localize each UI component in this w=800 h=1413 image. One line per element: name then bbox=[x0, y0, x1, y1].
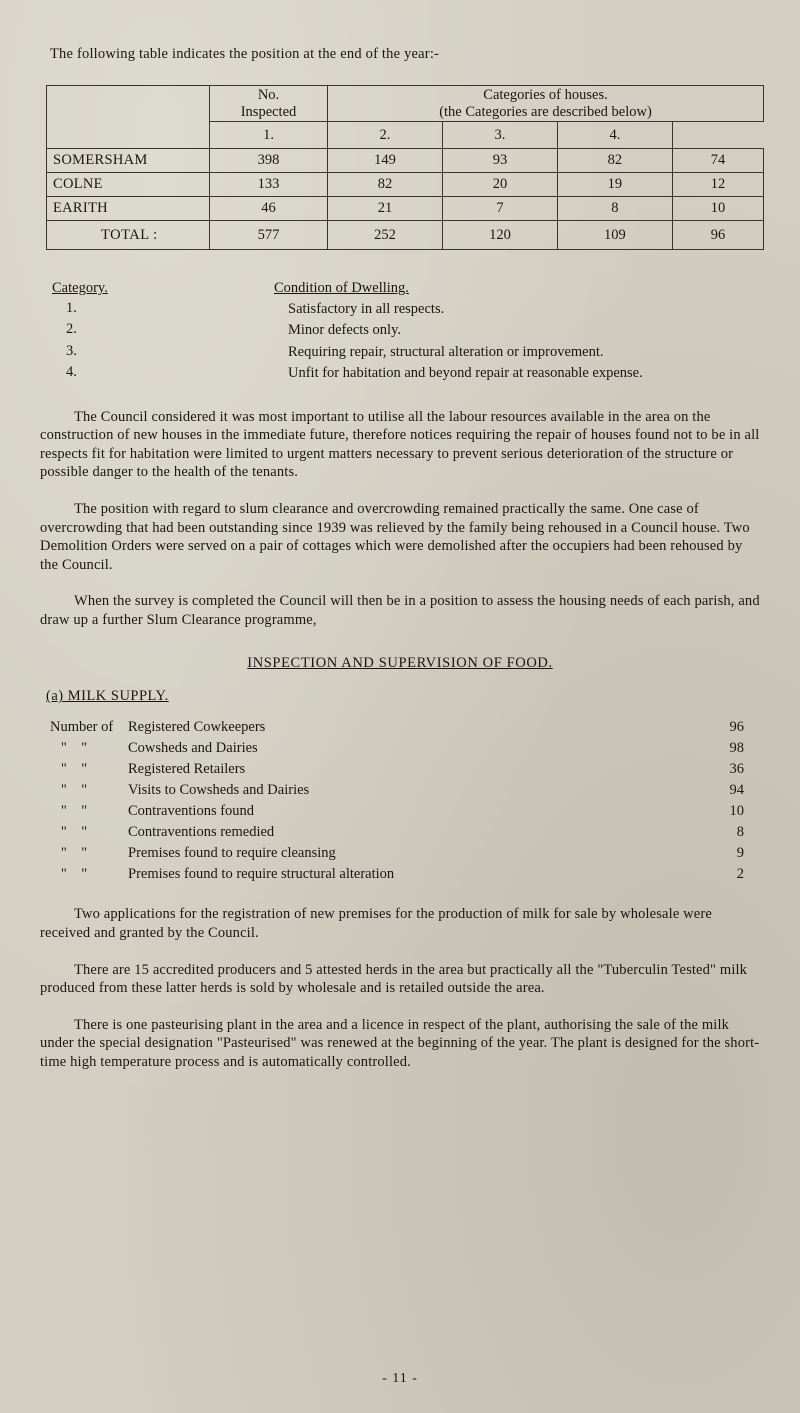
milk-row-text-3: Registered Retailers bbox=[128, 761, 246, 778]
subsection-heading-milk-supply: (a) MILK SUPPLY. bbox=[46, 688, 169, 705]
table-total-row bbox=[47, 221, 764, 250]
category-desc-2: Minor defects only. bbox=[288, 322, 402, 339]
header-no-inspected-line2: Inspected bbox=[240, 103, 297, 120]
paragraph-applications bbox=[40, 905, 760, 942]
milk-statistics-list bbox=[40, 717, 760, 885]
cell-total-c1: 252 bbox=[328, 221, 443, 250]
milk-row-text-6: Contraventions remedied bbox=[128, 824, 275, 841]
list-item bbox=[50, 801, 760, 822]
cell-earith-c2: 7 bbox=[442, 197, 557, 221]
column-header-4: 4. bbox=[557, 122, 672, 149]
paragraph-survey bbox=[40, 592, 760, 629]
housing-table-wrapper bbox=[40, 85, 760, 250]
list-item bbox=[50, 822, 760, 843]
cell-earith-c3: 8 bbox=[557, 197, 672, 221]
cell-total-c4: 96 bbox=[672, 221, 763, 250]
row-label-total: TOTAL : bbox=[47, 221, 210, 250]
category-number-3: 3. bbox=[66, 342, 77, 359]
list-item bbox=[52, 321, 760, 339]
page-number: - 11 - bbox=[382, 1371, 418, 1386]
milk-row-lead-8: " " bbox=[50, 866, 88, 883]
category-desc-4: Unfit for habitation and beyond repair at reasonable expense. bbox=[288, 364, 643, 381]
cell-somersham-inspected: 398 bbox=[210, 149, 328, 173]
paragraph-accredited-producers-text: There are 15 accredited producers and 5 attested herds in the area but practically all the "Tuberculin Tested" milk produced from these latter herds is sold by wholesale and is retailed outside the area. bbox=[40, 961, 748, 997]
milk-row-text-2: Cowsheds and Dairies bbox=[128, 740, 258, 757]
list-item bbox=[50, 717, 760, 738]
milk-row-value-3: 36 bbox=[729, 761, 744, 778]
paragraph-pasteurising-plant-text: There is one pasteurising plant in the area and a licence in respect of the plant, authorising the sale of the milk under the special designation "Pasteurised" was renewed at the beginning of the year. The plant is designed for the short-time high temperature process and is automatically controlled. bbox=[40, 1016, 760, 1070]
milk-row-value-8: 2 bbox=[736, 866, 744, 883]
category-legend-header bbox=[52, 280, 760, 297]
table-row bbox=[47, 197, 764, 221]
milk-row-text-5: Contraventions found bbox=[128, 803, 255, 820]
column-header-1: 1. bbox=[210, 122, 328, 149]
cell-colne-c1: 82 bbox=[328, 173, 443, 197]
milk-row-lead-6: " " bbox=[50, 824, 88, 841]
header-categories bbox=[328, 86, 764, 122]
category-desc-3: Requiring repair, structural alteration or improvement. bbox=[288, 343, 604, 360]
list-item bbox=[52, 300, 760, 318]
header-categories-line2: (the Categories are described below) bbox=[439, 103, 652, 120]
cell-earith-c1: 21 bbox=[328, 197, 443, 221]
condition-column-heading: Condition of Dwelling. bbox=[274, 280, 409, 297]
milk-row-text-4: Visits to Cowsheds and Dairies bbox=[128, 782, 310, 799]
milk-row-value-5: 10 bbox=[729, 803, 744, 820]
table-row bbox=[47, 173, 764, 197]
milk-row-value-7: 9 bbox=[736, 845, 744, 862]
row-label-somersham: SOMERSHAM bbox=[47, 149, 210, 173]
paragraph-housing-labour bbox=[40, 408, 760, 482]
paragraph-slum-clearance bbox=[40, 500, 760, 574]
row-label-earith: EARITH bbox=[47, 197, 210, 221]
cell-colne-c3: 19 bbox=[557, 173, 672, 197]
list-item bbox=[52, 343, 760, 361]
cell-somersham-c1: 149 bbox=[328, 149, 443, 173]
milk-row-lead-7: " " bbox=[50, 845, 88, 862]
page-content bbox=[40, 46, 760, 1089]
milk-row-value-4: 94 bbox=[729, 782, 744, 799]
row-label-colne: COLNE bbox=[47, 173, 210, 197]
milk-row-lead-4: " " bbox=[50, 782, 88, 799]
cell-total-c2: 120 bbox=[442, 221, 557, 250]
paragraph-applications-text: Two applications for the registration of new premises for the production of milk for sale by wholesale were received and granted by the Council. bbox=[40, 906, 712, 941]
paragraph-pasteurising-plant bbox=[40, 1016, 760, 1072]
table-row bbox=[47, 149, 764, 173]
cell-somersham-c3: 82 bbox=[557, 149, 672, 173]
cell-earith-inspected: 46 bbox=[210, 197, 328, 221]
milk-row-value-2: 98 bbox=[729, 740, 744, 757]
header-no-inspected bbox=[210, 86, 328, 122]
housing-summary-table bbox=[46, 85, 764, 250]
column-header-2: 2. bbox=[328, 122, 443, 149]
list-item bbox=[50, 843, 760, 864]
cell-total-inspected: 577 bbox=[210, 221, 328, 250]
category-legend bbox=[40, 280, 760, 382]
list-item bbox=[50, 759, 760, 780]
column-header-3: 3. bbox=[442, 122, 557, 149]
milk-row-value-6: 8 bbox=[736, 824, 744, 841]
header-categories-line1: Categories of houses. bbox=[483, 87, 608, 103]
list-item bbox=[50, 780, 760, 801]
milk-row-value-1: 96 bbox=[729, 719, 744, 736]
cell-colne-inspected: 133 bbox=[210, 173, 328, 197]
list-item bbox=[50, 738, 760, 759]
milk-row-lead-2: " " bbox=[50, 740, 88, 757]
cell-total-c3: 109 bbox=[557, 221, 672, 250]
cell-earith-c4: 10 bbox=[672, 197, 763, 221]
list-item bbox=[52, 364, 760, 382]
section-heading-inspection: INSPECTION AND SUPERVISION OF FOOD. bbox=[247, 655, 553, 672]
category-number-4: 4. bbox=[66, 363, 77, 380]
list-item bbox=[50, 864, 760, 885]
paragraph-slum-clearance-text: The position with regard to slum clearance and overcrowding remained practically the same. One case of overcrowding that had been outstanding since 1939 was relieved by the family being rehoused in a Council house. Two Demolition Orders were served on a pair of cottages which were demolished after the occupiers had been rehoused by the Council. bbox=[40, 501, 750, 573]
paragraph-housing-labour-text: The Council considered it was most important to utilise all the labour resources available in the area on the construction of new houses in the immediate future, therefore notices requiring the repair of houses found not to be in all respects fit for habitation were limited to urgent matters necessary to prevent serious deterioration of the structure or possible danger to the health of the tenants. bbox=[40, 408, 760, 481]
cell-colne-c2: 20 bbox=[442, 173, 557, 197]
category-number-1: 1. bbox=[66, 300, 77, 317]
cell-somersham-c2: 93 bbox=[442, 149, 557, 173]
milk-row-lead-5: " " bbox=[50, 803, 88, 820]
category-desc-1: Satisfactory in all respects. bbox=[288, 301, 445, 318]
paragraph-accredited-producers bbox=[40, 961, 760, 998]
cell-colne-c4: 12 bbox=[672, 173, 763, 197]
header-no-inspected-line1: No. bbox=[257, 87, 280, 103]
milk-row-text-7: Premises found to require cleansing bbox=[128, 845, 336, 862]
category-number-2: 2. bbox=[66, 321, 77, 338]
milk-row-text-8: Premises found to require structural alteration bbox=[128, 866, 395, 883]
cell-somersham-c4: 74 bbox=[672, 149, 763, 173]
header-blank-cell bbox=[47, 86, 210, 149]
milk-row-lead-1: Number of bbox=[50, 719, 114, 736]
category-column-heading: Category. bbox=[52, 280, 108, 297]
intro-line: The following table indicates the position at the end of the year:- bbox=[50, 46, 440, 62]
milk-row-lead-3: " " bbox=[50, 761, 88, 778]
table-header-row-1 bbox=[47, 86, 764, 122]
milk-row-text-1: Registered Cowkeepers bbox=[128, 719, 266, 736]
paragraph-survey-text: When the survey is completed the Council will then be in a position to assess the housing needs of each parish, and draw up a further Slum Clearance programme, bbox=[40, 593, 760, 628]
